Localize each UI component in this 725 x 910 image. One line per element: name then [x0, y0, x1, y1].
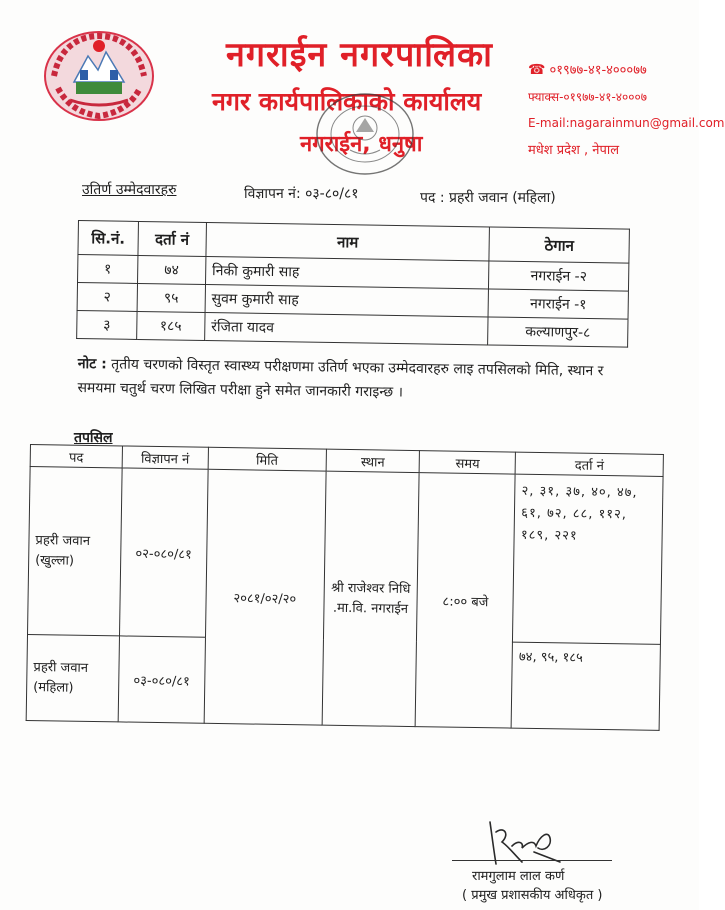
advertisement-number: विज्ञापन नं: ०३-८०/८१	[244, 186, 359, 202]
province-address: मधेश प्रदेश , नेपाल	[528, 143, 620, 158]
email-address: E-mail:nagarainmun@gmail.com	[528, 116, 725, 130]
cell-exam-time: ८:०० बजे	[416, 473, 516, 728]
office-name: नगर कार्यपालिकाको कार्यालय	[212, 87, 482, 116]
note-text: तृतीय चरणको विस्तृत स्वास्थ्य परीक्षणमा उतिर्ण भएका उम्मेदवारहरु लाइ तपसिलको मिति, स्थान र समयमा चतुर्थ चरण लिखित परीक्षा हुने समेत जानकारी गराइन्छ ।	[77, 356, 604, 401]
header-advertisement: विज्ञापन नं	[122, 446, 208, 469]
cell-advertisement-open: ०२-०८०/८१	[119, 468, 208, 637]
phone-number	[528, 60, 647, 78]
signature-line	[452, 860, 612, 861]
cell-exam-date: २०८१/०२/२०	[204, 469, 326, 725]
cell-advertisement-female: ०३-०८०/८१	[118, 636, 205, 723]
cell-post-open: प्रहरी जवान (खुल्ला)	[28, 467, 123, 636]
post-name: पद : प्रहरी जवान (महिला)	[420, 190, 556, 206]
cell-address: नगराईन -२	[489, 261, 629, 291]
note-label: नोट :	[77, 355, 107, 373]
office-location: नगराईन, धनुषा	[300, 132, 423, 157]
table-row	[28, 467, 664, 645]
cell-name: निकी कुमारी साह	[205, 257, 489, 289]
cell-exam-venue: श्री राजेश्वर निधि .मा.वि. नगराईन	[322, 471, 420, 726]
cell-serial: १	[78, 255, 138, 284]
cell-registration: ७४	[137, 255, 205, 284]
cell-address: नगराईन -१	[488, 289, 628, 319]
fax-number: फ्याक्स-०१९७७-४१-४०००७	[528, 90, 647, 104]
header-venue: स्थान	[326, 449, 420, 472]
cell-registration: १८५	[137, 311, 205, 340]
signatory-name: रामगुलाम लाल कर्ण	[472, 869, 565, 884]
schedule-title: तपसिल	[74, 430, 113, 446]
cell-address: कल्याणपुर-८	[488, 317, 628, 347]
header-date: मिति	[208, 447, 326, 471]
header-time: समय	[420, 451, 516, 475]
header-serial: सि.नं.	[78, 221, 138, 256]
header-registration: दर्ता नं	[138, 221, 206, 256]
nepal-government-emblem-icon	[40, 26, 158, 122]
signatory-title: ( प्रमुख प्रशासकीय अधिकृत )	[462, 888, 603, 903]
cell-serial: ३	[77, 310, 137, 339]
handwritten-signature-icon	[478, 812, 568, 870]
header-address: ठेगान	[489, 227, 629, 263]
schedule-table	[26, 444, 664, 731]
candidates-table	[76, 220, 630, 348]
note-paragraph	[77, 352, 638, 408]
office-seal-stamp-icon	[310, 88, 420, 180]
cell-registration-female: ७४, ९५, १८५	[511, 642, 660, 730]
cell-registration-open: २, ३१, ३७, ४०, ४७, ६१, ७२, ८८, ११२, १८९, २२१	[513, 474, 663, 644]
passed-candidates-heading: उतिर्ण उम्मेदवारहरु	[82, 182, 177, 198]
municipality-name: नगराईन नगरपालिका	[226, 35, 493, 75]
cell-name: सुवम कुमारी साह	[205, 285, 489, 317]
cell-registration: ९५	[137, 283, 205, 312]
header-post: पद	[30, 445, 122, 468]
phone-text: ०१९७७-४१-४०००७७	[549, 63, 647, 78]
phone-icon: ☎	[528, 62, 546, 78]
header-registration-numbers: दर्ता नं	[515, 452, 663, 476]
header-name: नाम	[206, 223, 490, 261]
cell-serial: २	[77, 283, 137, 312]
cell-name: रंजिता यादव	[204, 313, 488, 345]
cell-post-female: प्रहरी जवान (महिला)	[26, 634, 119, 721]
